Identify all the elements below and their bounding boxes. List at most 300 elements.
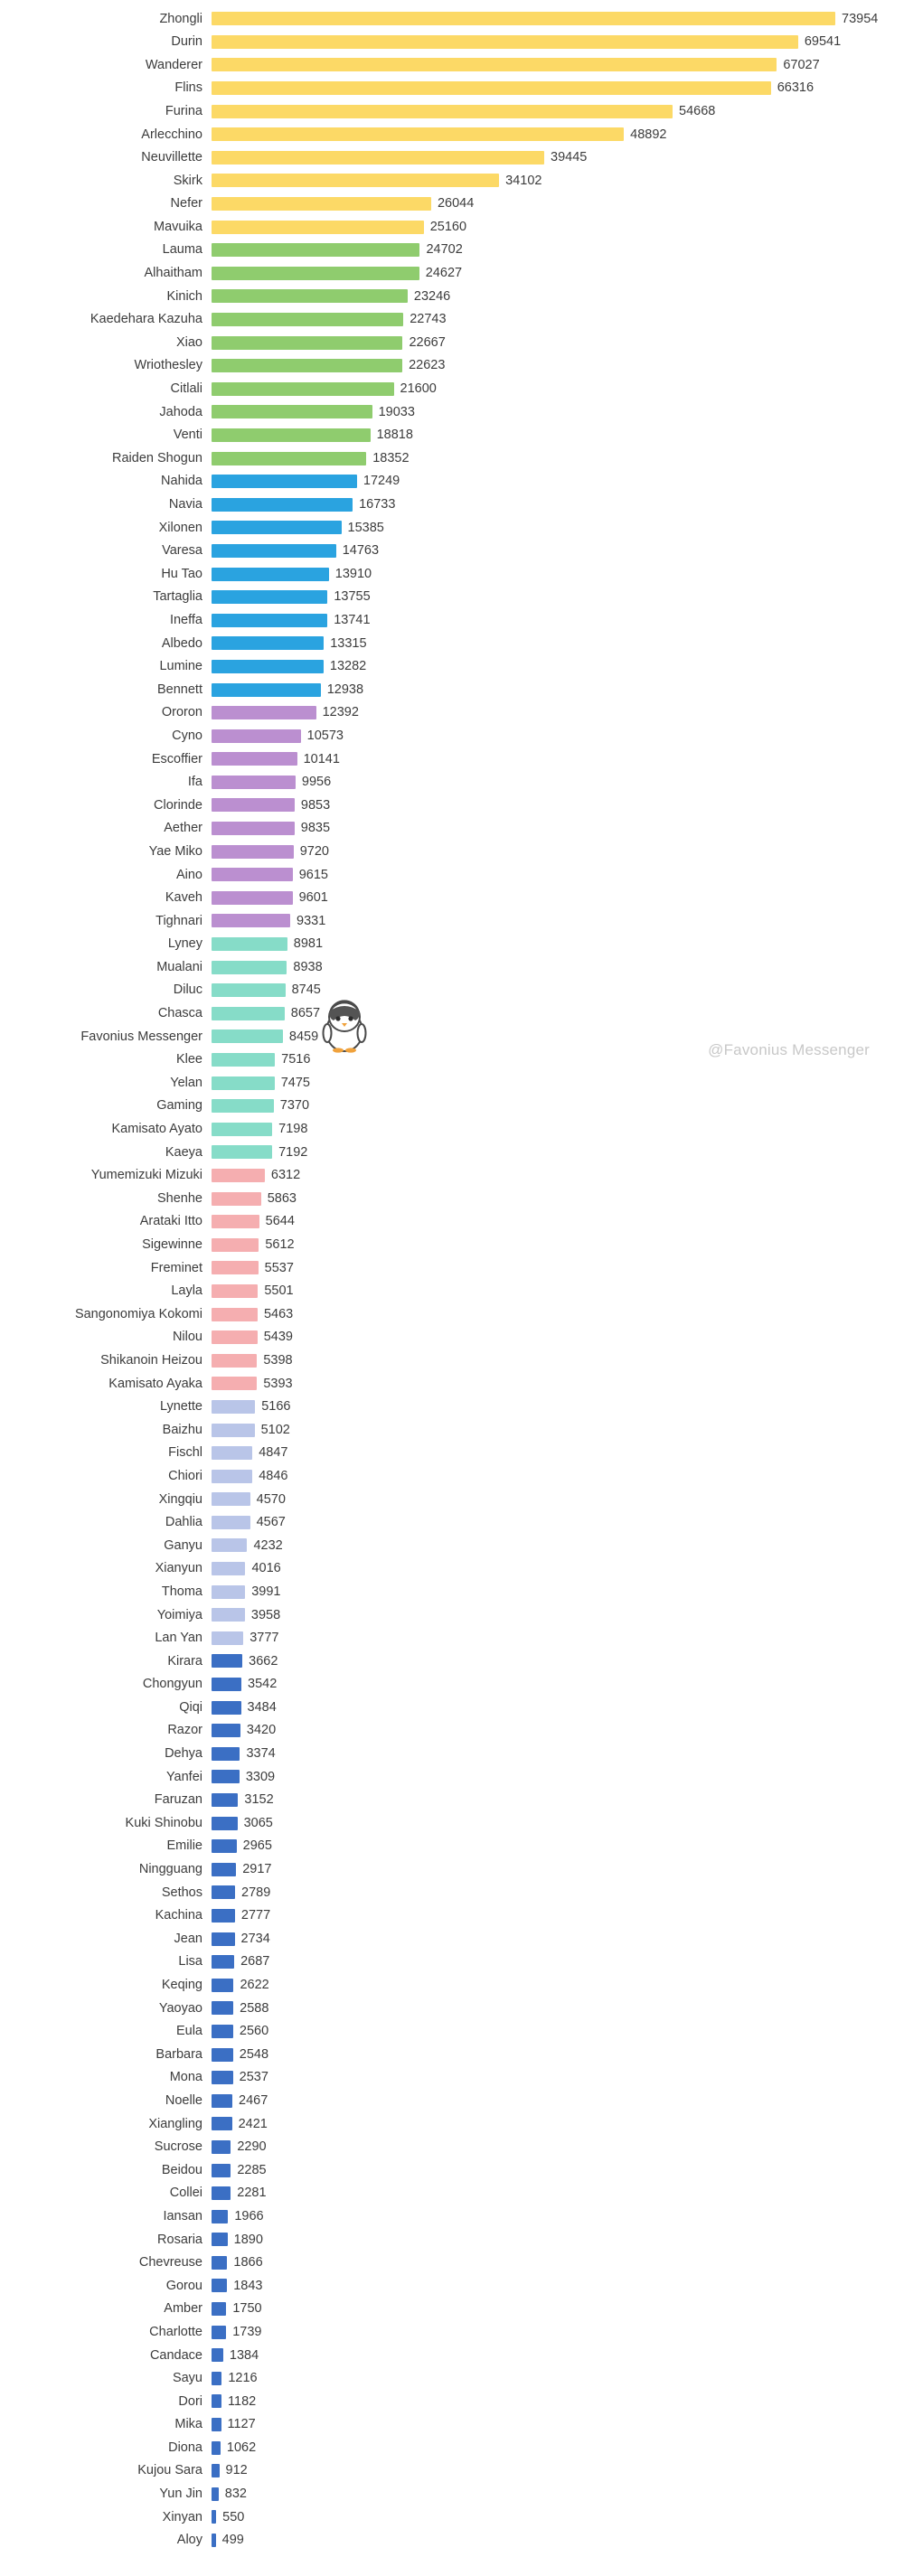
bar-category-label: Rosaria bbox=[157, 2233, 202, 2247]
bar bbox=[212, 1424, 255, 1437]
bar bbox=[212, 891, 293, 905]
bar-container bbox=[212, 1164, 904, 1188]
bar-container bbox=[212, 123, 904, 146]
bar bbox=[212, 2348, 223, 2362]
bar bbox=[212, 2510, 216, 2524]
bar-container bbox=[212, 400, 904, 424]
bar-category-label: Alhaitham bbox=[144, 267, 202, 280]
bar-category-label: Xianyun bbox=[155, 1562, 202, 1575]
bar-row bbox=[0, 354, 904, 378]
bar-category-label: Freminet bbox=[150, 1261, 202, 1275]
bar-row bbox=[0, 540, 904, 563]
bar-value-label: 17249 bbox=[363, 474, 400, 489]
bar-container bbox=[212, 1002, 904, 1026]
bar-category-label: Venti bbox=[173, 428, 202, 442]
bar-row bbox=[0, 2529, 904, 2552]
bar bbox=[212, 2094, 232, 2108]
bar-container bbox=[212, 31, 904, 54]
bar-category-label: Kamisato Ayato bbox=[111, 1123, 202, 1136]
bar-row bbox=[0, 193, 904, 216]
bar-category-label: Durin bbox=[171, 35, 202, 49]
bar-container bbox=[212, 2182, 904, 2205]
bar-category-label: Amber bbox=[164, 2302, 202, 2316]
bar bbox=[212, 1631, 243, 1645]
bar bbox=[212, 2001, 233, 2015]
bar-category-label: Kinich bbox=[166, 289, 202, 304]
bar-value-label: 13910 bbox=[334, 566, 372, 581]
bar bbox=[212, 706, 316, 719]
bar-container bbox=[212, 747, 904, 771]
bar bbox=[212, 1770, 240, 1783]
bar-row bbox=[0, 678, 904, 701]
bar-container bbox=[212, 2112, 904, 2136]
bar bbox=[212, 1909, 235, 1923]
bar-container bbox=[212, 1442, 904, 1465]
bar-container bbox=[212, 1372, 904, 1396]
bar bbox=[212, 1516, 250, 1529]
bar bbox=[212, 868, 293, 881]
bar bbox=[212, 1955, 234, 1969]
bar-category-label: Xilonen bbox=[158, 521, 202, 535]
bar-category-label: Kirara bbox=[167, 1654, 202, 1669]
bar-row bbox=[0, 1765, 904, 1789]
bar-value-label: 2537 bbox=[239, 2070, 268, 2085]
bar-row bbox=[0, 1442, 904, 1465]
bar-value-label: 3065 bbox=[243, 1815, 273, 1830]
bar-category-label: Qiqi bbox=[179, 1700, 202, 1715]
bar bbox=[212, 2326, 226, 2339]
bar-category-label: Kachina bbox=[155, 1909, 202, 1923]
bar-row bbox=[0, 1557, 904, 1581]
bar-category-label: Mona bbox=[169, 2071, 202, 2084]
bar-row bbox=[0, 747, 904, 771]
bar bbox=[212, 452, 366, 465]
bar-row bbox=[0, 1904, 904, 1928]
bar-row bbox=[0, 2344, 904, 2367]
bar-row bbox=[0, 2298, 904, 2321]
bar bbox=[212, 590, 327, 604]
bar-value-label: 14763 bbox=[342, 543, 380, 559]
bar bbox=[212, 1284, 258, 1298]
bar-value-label: 5863 bbox=[267, 1190, 297, 1206]
bar bbox=[212, 1585, 245, 1599]
bar-container bbox=[212, 863, 904, 887]
bar-value-label: 4567 bbox=[256, 1515, 286, 1530]
bar-row bbox=[0, 2483, 904, 2506]
bar-row bbox=[0, 331, 904, 354]
bar-container bbox=[212, 1904, 904, 1928]
bar-row bbox=[0, 2205, 904, 2228]
bar-value-label: 10573 bbox=[306, 728, 344, 743]
bar-container bbox=[212, 1835, 904, 1858]
bar-value-label: 9615 bbox=[298, 867, 328, 882]
bar-container bbox=[212, 701, 904, 725]
bar-value-label: 8745 bbox=[291, 982, 321, 998]
bar-container bbox=[212, 1927, 904, 1951]
bar bbox=[212, 1169, 265, 1182]
bar bbox=[212, 983, 286, 997]
bar bbox=[212, 35, 798, 49]
bar-container bbox=[212, 1396, 904, 1419]
bar-container bbox=[212, 1719, 904, 1743]
bar-value-label: 499 bbox=[221, 2533, 244, 2548]
bar-category-label: Sethos bbox=[161, 1885, 202, 1900]
bar bbox=[212, 1145, 272, 1159]
bar bbox=[212, 243, 419, 257]
bar-value-label: 54668 bbox=[679, 103, 716, 118]
bar-row bbox=[0, 1973, 904, 1997]
bar bbox=[212, 1400, 255, 1414]
bar-value-label: 16733 bbox=[359, 497, 396, 512]
bar-row bbox=[0, 1302, 904, 1326]
bar-value-label: 13315 bbox=[330, 635, 367, 651]
bar bbox=[212, 2140, 231, 2154]
bar-container bbox=[212, 331, 904, 354]
bar-container bbox=[212, 1627, 904, 1650]
bar-category-label: Varesa bbox=[162, 544, 202, 558]
bar-value-label: 8938 bbox=[293, 959, 323, 974]
bar-container bbox=[212, 77, 904, 100]
bar bbox=[212, 1354, 257, 1368]
bar-value-label: 3374 bbox=[246, 1746, 276, 1762]
bar bbox=[212, 660, 324, 673]
bar-value-label: 2917 bbox=[242, 1862, 272, 1877]
bar-category-label: Wriothesley bbox=[134, 359, 202, 372]
bar-category-label: Jean bbox=[174, 1932, 202, 1946]
bar-row bbox=[0, 1002, 904, 1026]
bar-row bbox=[0, 99, 904, 123]
bar-container bbox=[212, 1973, 904, 1997]
bar-row bbox=[0, 1256, 904, 1280]
bar bbox=[212, 1817, 238, 1830]
bar-row bbox=[0, 400, 904, 424]
bar-container bbox=[212, 933, 904, 956]
bar-row bbox=[0, 1210, 904, 1234]
bar-row bbox=[0, 840, 904, 863]
bar-category-label: Aino bbox=[175, 868, 202, 882]
bar-row bbox=[0, 1396, 904, 1419]
bar-value-label: 3152 bbox=[244, 1792, 274, 1808]
bar-container bbox=[212, 1557, 904, 1581]
bar-container bbox=[212, 53, 904, 77]
bar-row bbox=[0, 2505, 904, 2529]
bar-row bbox=[0, 2112, 904, 2136]
bar-row bbox=[0, 1858, 904, 1882]
bar-category-label: Sucrose bbox=[154, 2140, 202, 2154]
bar-row bbox=[0, 1881, 904, 1904]
bar-category-label: Yumemizuki Mizuki bbox=[90, 1169, 202, 1182]
bar-row bbox=[0, 1927, 904, 1951]
bar bbox=[212, 382, 394, 396]
bar-category-label: Aloy bbox=[176, 2534, 202, 2547]
bar bbox=[212, 359, 402, 372]
bar bbox=[212, 1492, 250, 1506]
bar-category-label: Baizhu bbox=[162, 1423, 202, 1437]
bar-container bbox=[212, 1326, 904, 1349]
bar-value-label: 4847 bbox=[259, 1445, 288, 1461]
bar-value-label: 9601 bbox=[298, 890, 328, 906]
bar bbox=[212, 544, 336, 558]
bar-value-label: 2687 bbox=[240, 1954, 270, 1970]
bar-container bbox=[212, 447, 904, 470]
bar-value-label: 2965 bbox=[242, 1838, 272, 1854]
bar-container bbox=[212, 516, 904, 540]
bar-row bbox=[0, 2320, 904, 2344]
bar-container bbox=[212, 1858, 904, 1882]
bar bbox=[212, 2302, 226, 2316]
bar-container bbox=[212, 262, 904, 286]
bar-row bbox=[0, 2066, 904, 2090]
bar-value-label: 3991 bbox=[251, 1584, 281, 1599]
bar bbox=[212, 1261, 259, 1274]
bar bbox=[212, 498, 353, 512]
bar bbox=[212, 2210, 228, 2223]
bar-row bbox=[0, 1580, 904, 1603]
bar-container bbox=[212, 1187, 904, 1210]
bar-container bbox=[212, 1673, 904, 1697]
bar bbox=[212, 1724, 240, 1737]
bar-container bbox=[212, 1118, 904, 1142]
bar-row bbox=[0, 562, 904, 586]
bar-row bbox=[0, 1789, 904, 1812]
bar bbox=[212, 1007, 285, 1020]
bar-value-label: 24627 bbox=[425, 266, 463, 281]
bar-category-label: Mualani bbox=[156, 960, 202, 974]
bar-row bbox=[0, 1951, 904, 1974]
bar bbox=[212, 729, 301, 743]
bar-container bbox=[212, 378, 904, 401]
bar-row bbox=[0, 1349, 904, 1372]
bar-category-label: Gaming bbox=[156, 1099, 202, 1113]
bar-value-label: 9835 bbox=[300, 821, 331, 836]
bar-value-label: 2734 bbox=[240, 1931, 270, 1946]
bar-category-label: Escoffier bbox=[151, 752, 202, 766]
bar-category-label: Kujou Sara bbox=[137, 2464, 202, 2477]
bar-container bbox=[212, 1580, 904, 1603]
bar-value-label: 3484 bbox=[247, 1699, 277, 1715]
bar bbox=[212, 961, 287, 974]
bar-container bbox=[212, 909, 904, 933]
bar-category-label: Furina bbox=[165, 104, 202, 118]
bar-category-label: Raiden Shogun bbox=[112, 451, 202, 465]
bar-row bbox=[0, 1118, 904, 1142]
bar-container bbox=[212, 724, 904, 747]
bar-value-label: 4570 bbox=[256, 1491, 286, 1507]
bar-container bbox=[212, 655, 904, 679]
bar-row bbox=[0, 1650, 904, 1673]
bar-category-label: Dahlia bbox=[165, 1516, 202, 1529]
bar bbox=[212, 105, 673, 118]
bar-category-label: Bennett bbox=[157, 682, 202, 697]
bar-container bbox=[212, 540, 904, 563]
bar-category-label: Chiori bbox=[168, 1469, 202, 1483]
bar bbox=[212, 1885, 235, 1899]
bar-container bbox=[212, 2205, 904, 2228]
bar-value-label: 2467 bbox=[239, 2092, 268, 2108]
bar-container bbox=[212, 2066, 904, 2090]
bar-category-label: Navia bbox=[168, 498, 202, 512]
bar-row bbox=[0, 1233, 904, 1256]
bar-container bbox=[212, 146, 904, 170]
bar-row bbox=[0, 123, 904, 146]
bar-value-label: 9956 bbox=[301, 775, 332, 790]
bar-value-label: 5463 bbox=[263, 1306, 294, 1321]
bar-row bbox=[0, 1811, 904, 1835]
bar-container bbox=[212, 771, 904, 794]
bar-value-label: 2548 bbox=[239, 2046, 269, 2062]
bar-row bbox=[0, 53, 904, 77]
bar-container bbox=[212, 1464, 904, 1488]
bar-category-label: Kaveh bbox=[165, 891, 202, 905]
bar-container bbox=[212, 2020, 904, 2044]
bar-container bbox=[212, 562, 904, 586]
bar-category-label: Citlali bbox=[170, 382, 202, 396]
bar bbox=[212, 521, 342, 534]
bar-category-label: Ineffa bbox=[169, 613, 202, 627]
bar-container bbox=[212, 7, 904, 31]
bar-value-label: 3958 bbox=[250, 1607, 281, 1622]
bar-row bbox=[0, 1071, 904, 1095]
bar bbox=[212, 1747, 240, 1761]
bar-row bbox=[0, 1511, 904, 1535]
bar-category-label: Tartaglia bbox=[153, 590, 202, 604]
bar-value-label: 550 bbox=[222, 2509, 245, 2524]
bar-category-label: Flins bbox=[174, 81, 202, 95]
bar-category-label: Razor bbox=[167, 1724, 202, 1737]
bar-container bbox=[212, 1095, 904, 1118]
bar-value-label: 21600 bbox=[400, 381, 437, 397]
bar-value-label: 3542 bbox=[248, 1677, 278, 1692]
bar bbox=[212, 1215, 259, 1228]
bar bbox=[212, 1308, 258, 1321]
bar-row bbox=[0, 2252, 904, 2275]
bar-value-label: 1966 bbox=[234, 2208, 264, 2223]
bar bbox=[212, 636, 324, 650]
bar-value-label: 3777 bbox=[250, 1631, 279, 1646]
bar-category-label: Lumine bbox=[159, 660, 202, 673]
bar-row bbox=[0, 608, 904, 632]
bar-row bbox=[0, 447, 904, 470]
bar-value-label: 5102 bbox=[260, 1422, 290, 1437]
bar-row bbox=[0, 2274, 904, 2298]
bar-container bbox=[212, 1210, 904, 1234]
bar-container bbox=[212, 2413, 904, 2437]
bar-value-label: 7370 bbox=[279, 1098, 310, 1114]
bar-value-label: 25160 bbox=[429, 219, 467, 234]
bar-row bbox=[0, 955, 904, 979]
bar-row bbox=[0, 1719, 904, 1743]
bar-container bbox=[212, 979, 904, 1002]
bar-container bbox=[212, 1997, 904, 2020]
bar-row bbox=[0, 2158, 904, 2182]
bar-row bbox=[0, 2228, 904, 2252]
bar bbox=[212, 1053, 275, 1067]
bar-container bbox=[212, 1951, 904, 1974]
bar-row bbox=[0, 1326, 904, 1349]
bar-value-label: 2789 bbox=[241, 1885, 271, 1900]
bar-category-label: Klee bbox=[175, 1053, 202, 1067]
bar bbox=[212, 2534, 216, 2547]
bar-category-label: Layla bbox=[171, 1284, 202, 1298]
bar-row bbox=[0, 632, 904, 655]
bar bbox=[212, 58, 777, 71]
bar-category-label: Aether bbox=[164, 822, 202, 835]
bar-value-label: 2285 bbox=[237, 2162, 267, 2177]
bar-value-label: 69541 bbox=[804, 34, 842, 50]
bar-container bbox=[212, 2529, 904, 2552]
bar-category-label: Sigewinne bbox=[142, 1238, 202, 1252]
bar bbox=[212, 1562, 245, 1575]
bar-container bbox=[212, 840, 904, 863]
bar-row bbox=[0, 1141, 904, 1164]
bar-value-label: 9331 bbox=[297, 913, 326, 928]
bar-category-label: Nilou bbox=[172, 1330, 202, 1344]
bar-container bbox=[212, 215, 904, 239]
bar-category-label: Xingqiu bbox=[158, 1492, 202, 1507]
bar bbox=[212, 2441, 221, 2455]
bar-category-label: Kaedehara Kazuha bbox=[89, 313, 202, 326]
bar-category-label: Skirk bbox=[173, 174, 202, 188]
bar bbox=[212, 1863, 236, 1876]
bar-value-label: 3309 bbox=[245, 1769, 276, 1784]
bar-container bbox=[212, 2274, 904, 2298]
bar bbox=[212, 683, 321, 697]
bar-container bbox=[212, 1418, 904, 1442]
bar-container bbox=[212, 2089, 904, 2112]
bar-category-label: Barbara bbox=[155, 2047, 202, 2062]
bar-row bbox=[0, 2459, 904, 2483]
bar-row bbox=[0, 2043, 904, 2066]
bar bbox=[212, 752, 297, 766]
bar-category-label: Eula bbox=[175, 2025, 202, 2038]
bar-category-label: Noelle bbox=[165, 2093, 202, 2108]
bar-row bbox=[0, 2020, 904, 2044]
bar bbox=[212, 2186, 231, 2200]
bar-row bbox=[0, 1095, 904, 1118]
bar-value-label: 66316 bbox=[777, 80, 815, 96]
bar bbox=[212, 2025, 233, 2038]
bar bbox=[212, 267, 419, 280]
bar-value-label: 832 bbox=[224, 2487, 247, 2502]
bar-category-label: Shikanoin Heizou bbox=[100, 1353, 202, 1368]
bar-category-label: Lan Yan bbox=[155, 1631, 202, 1645]
bar-container bbox=[212, 1603, 904, 1627]
bar-category-label: Keqing bbox=[161, 1979, 202, 1992]
bar-container bbox=[212, 2158, 904, 2182]
bar-category-label: Yae Miko bbox=[148, 844, 202, 859]
bar-container bbox=[212, 169, 904, 193]
bar-value-label: 5393 bbox=[263, 1376, 293, 1391]
bar bbox=[212, 405, 372, 418]
bar-category-label: Ororon bbox=[161, 706, 202, 719]
bar-container bbox=[212, 1789, 904, 1812]
bar-value-label: 4016 bbox=[251, 1561, 281, 1576]
bar-category-label: Fischl bbox=[168, 1446, 202, 1460]
penguin-mascot-icon bbox=[321, 999, 368, 1053]
bar-container bbox=[212, 285, 904, 308]
bar-value-label: 1216 bbox=[228, 2371, 258, 2386]
bar-category-label: Candace bbox=[149, 2348, 202, 2363]
bar-value-label: 23246 bbox=[413, 288, 451, 304]
bar-row bbox=[0, 771, 904, 794]
bar-category-label: Yelan bbox=[170, 1076, 202, 1090]
bar bbox=[212, 914, 290, 927]
bar bbox=[212, 174, 499, 187]
bar-category-label: Sangonomiya Kokomi bbox=[74, 1307, 202, 1321]
bar-row bbox=[0, 1164, 904, 1188]
bar-row bbox=[0, 1534, 904, 1557]
bar-value-label: 5439 bbox=[263, 1330, 293, 1345]
